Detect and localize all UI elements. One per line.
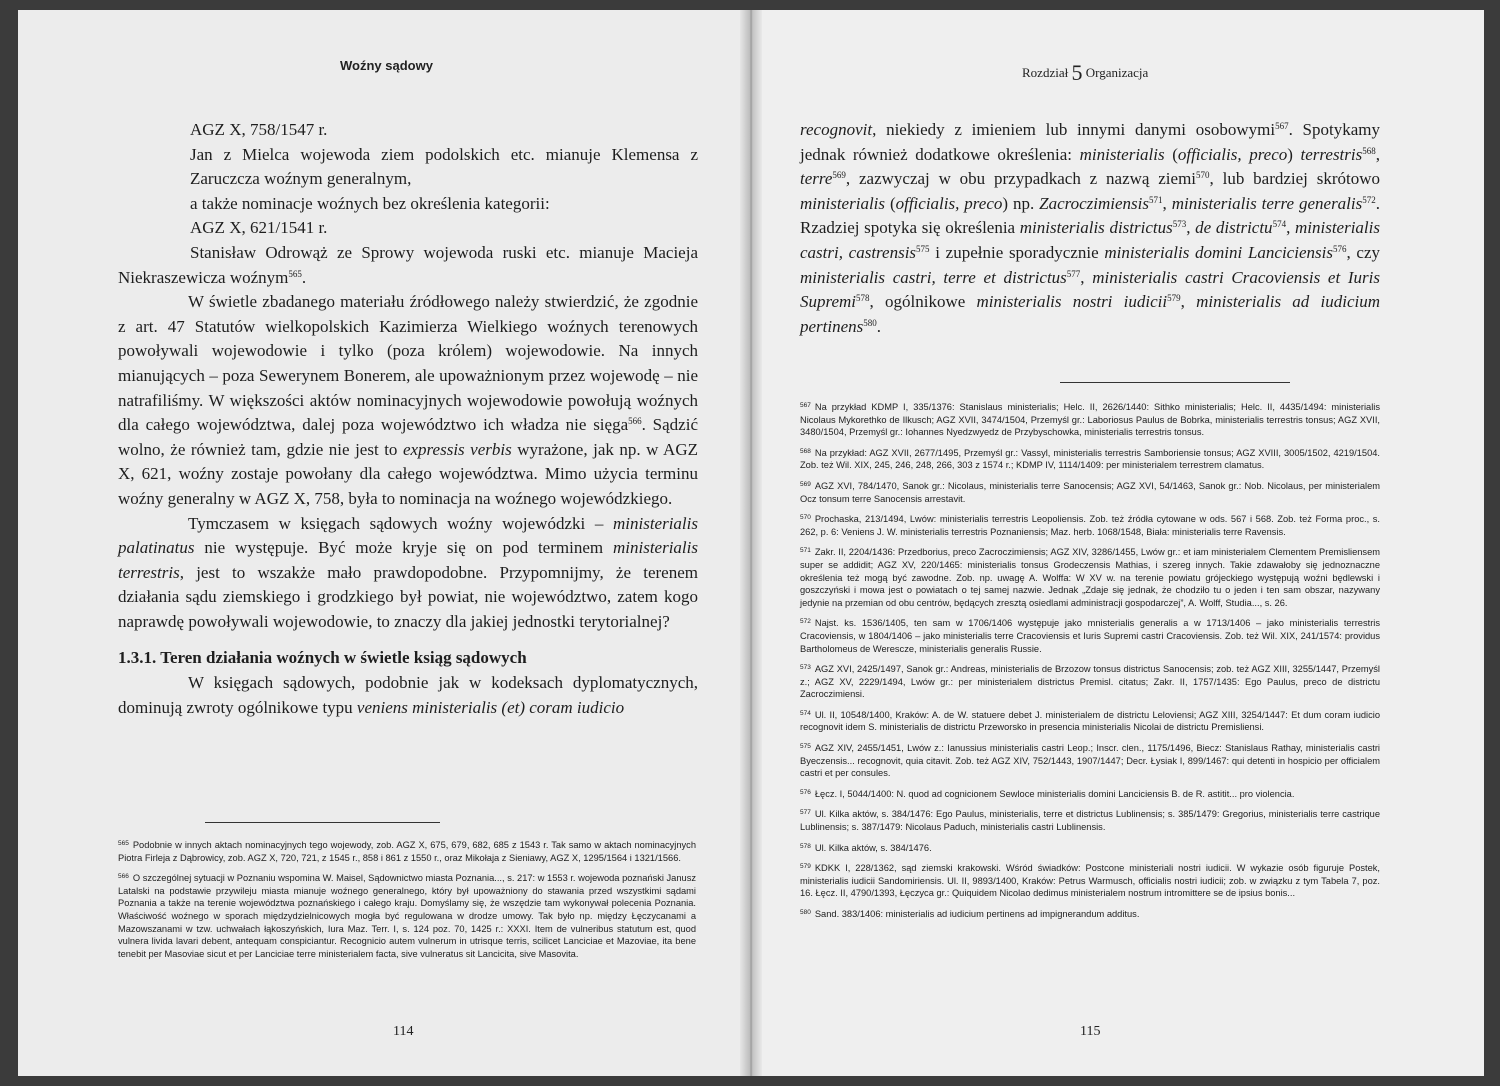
chapter-number: 5 [1071, 60, 1083, 85]
book-gutter [740, 10, 762, 1076]
footnote-ref: 566 [628, 416, 642, 427]
footnote: $^{572}$ Najst. ks. 1536/1405, ten sam w 1706/1406 występuje jako mnisterialis generalis a w 1713/1406 – jako ministerialis terrestris Cracoviensis, w 1804/1406 – jako ministerialis terre Cracoviensis et Iuris Supremi castri Cracoviensis. Zob. też Wil. XIX, 241/1574: providus Bartholomeus de Weresczе, ministerialis generalis Russie. [800, 618, 1380, 654]
source-ref: AGZ X, 621/1541 r. [190, 218, 328, 238]
intro-line: a także nominacje woźnych bez określenia kategorii: [190, 193, 550, 213]
paragraph: Tymczasem w księgach sądowych woźny wojewódzki – ministerialis palatinatus nie występuje. Być może kryje się on pod terminem ministerialis terrestris, jest to wszakże mało prawdopodobne. Przypomnijmy, że terenem działania sądu ziemskiego i grodzkiego był powiat, nie województwo, zatem kogo naprawdę powoływali wojewodowie, to znaczy dla jakiej jednostki terytorialnej? [118, 513, 698, 631]
footnote: $^{568}$ Na przykład: AGZ XVII, 2677/1495, Przemyśl gr.: Vassyl, ministerialis terrestris Samboriensie tonsus; AGZ XVIII, 3005/1502, 4219/1504. Zob. też Wil. XIX, 245, 246, 248, 266, 303 z 1574 r.; KDMP IV, 1114/1409: per ministerialem terrestrem clamatus. [800, 447, 1380, 471]
footnote-rule [1060, 382, 1290, 383]
running-head-left: Woźny sądowy [340, 58, 433, 73]
nomination-text: Stanisław Odrowąż ze Sprowy wojewoda ruski etc. mianuje Macieja Niekraszewicza woźnym$^{565}$. [118, 242, 698, 287]
chapter-label: Rozdział [1022, 65, 1069, 80]
running-head-right [1022, 60, 1148, 86]
page-number-left: 114 [393, 1024, 414, 1039]
chapter-title: Organizacja [1085, 65, 1149, 80]
left-footnotes [118, 838, 696, 967]
footnote: $^{566}$ O szczególnej sytuacji w Poznaniu wspomina W. Maisel, Sądownictwo miasta Poznania..., s. 217: w 1553 r. wojewoda poznański Janusz Latalski na podstawie przywileju miasta mianuje woźnego generalnego, który był upoważniony do stawania przed wszystkimi sądami Poznania a także na terenie województwa poznańskiego i całego kraju. Domyślamy się, że wszędzie tam wykonywał polecenia Poznania. Właściwość woźnego w sporach międzydzielnicowych mogła być regulowana w drodze umowy. Tak było np. między Łęczycanami a Mazowszanami w tzw. uchwałach łąkoszyńskich, Iura Maz. Terr. I, s. 124 poz. 70, 1425 r.: XXXI. Item de vulneribus statutum est, quod vulnera livida lavari debent, antequam conspiciantur. Recognicio autem vulnerum in utrisque terris, scilicet Lanciciae et Mazoviae, ita bene tenebit per Masoviae sicut et per Lanciciae terre ministerialem facta, sive vulneratus sit Lancicita, sive Masovita. [118, 873, 696, 959]
paragraph: recognovit, niekiedy z imieniem lub innymi danymi osobowymi$^{567}$. Spotykamy jednak również dodatkowe określenia: ministerialis (officialis, preco) terrestris$^{568}$, terre$^{569}$, zazwyczaj w obu przypadkach z nazwą ziemi$^{570}$, lub bardziej skrótowo ministerialis (officialis, preco) np. Zacroczimiensis$^{571}$, ministerialis terre generalis$^{572}$. Rzadziej spotyka się określenia ministerialis districtus$^{573}$, de districtu$^{574}$, ministerialis castri, castrensis$^{575}$ i zupełnie sporadycznie ministerialis domini Lanciciensis$^{576}$, czy ministerialis castri, terre et districtus$^{577}$, ministerialis castri Cracoviensis et Iuris Supremi$^{578}$, ogólnikowe ministerialis nostri iudicii$^{579}$, ministerialis ad iudicium pertinens$^{580}$. [800, 120, 1381, 336]
right-footnotes [800, 400, 1380, 928]
footnote: $^{569}$ AGZ XVI, 784/1470, Sanok gr.: Nicolaus, ministerialis terre Sanocensis; AGZ XVI, 54/1463, Sanok gr.: Nob. Nicolaus, per ministerialem Ocz tonsum terre Sanocensis arrestavit. [800, 480, 1380, 504]
paragraph: W świetle zbadanego materiału źródłowego należy stwierdzić, że zgodnie z art. 47 Statutów wielkopolskich Kazimierza Wielkiego woźnych terenowych powoływali wojewodowie i tylko (poza królem) wojewodowie. Na innych mianujących – poza Sewerynem Bonerem, ale upoważnionym przez wojewodę – nie natrafiliśmy. W większości aktów nominacyjnych wojewodowie powołują woźnych dla całego województwa, dalej poza województwo ich władza nie sięga$^{566}$. Sądzić wolno, że również tam, gdzie nie jest to expressis verbis wyrażone, jak np. w AGZ X, 621, woźny zostaje powołany dla całego województwa. Mimo użycia terminu woźny generalny w AGZ X, 758, była to nominacja na woźnego wojewódzkiego. [118, 292, 698, 508]
footnote: $^{580}$ Sand. 383/1406: ministerialis ad iudicium pertinens ad impignerandum additus. [800, 909, 1140, 919]
footnote: $^{576}$ Łęcz. I, 5044/1400: N. quod ad cognicionem Sewloce ministerialis domini Lanciciensis B. de R. astitit... pro violencia. [800, 788, 1295, 799]
footnote: $^{565}$ Podobnie w innych aktach nominacyjnych tego wojewody, zob. AGZ X, 675, 679, 682, 685 z 1543 r. Tak samo w aktach nominacyjnych Piotra Firleja z Dąbrowicy, zob. AGZ X, 720, 721, z 1545 r., 858 i 861 z 1550 r., oraz Mikołaja z Sieniawy, AGZ X, 1295/1564 i 1321/1566. [118, 840, 696, 863]
nomination-text: Jan z Mielca wojewoda ziem podolskich etc. mianuje Klemensa z Zaruczcza woźnym generalnym, [190, 144, 698, 189]
footnote: $^{571}$ Zakr. II, 2204/1436: Przedborius, preco Zacroczimiensis; AGZ XIV, 3286/1455, Lwów gr.: et iam ministerialem Clementem Premisliensem super se addidit; AGZ XV, 220/1465: ministerialis tonsus Grodeczensis Mathias, i szereg innych. Takie zdawałoby się jednoznaczne określenia też mogą być zawodne. Zob. np. uwagę A. Wolffa: W XV w. na terenie powiatu grójeckiego występują woźni będlewski i goszczyński i mowa jest o powiatach o tej samej nazwie. Jednak „Zdaje się jednak, że chodziło tu o jeden i ten sam obszar, nazywany jedynie na przemian od obu centrów, będących zresztą osiedlami administracji gospodarczej”, A. Wolff, Studia..., s. 26. [800, 547, 1380, 608]
page-number-right: 115 [1080, 1024, 1101, 1039]
footnote: $^{579}$ KDKK I, 228/1362, sąd ziemski krakowski. Wśród świadków: Postcone ministeriali nostri iudicii. W wykazie osób figuruje Postek, ministerialis iudicii Sandomiriensis. Ul. II, 9893/1400, Kraków: Petrus Warmusch, officialis nostri iudicii; zob. w związku z tym Tabela 7, poz. 16. Łęcz. II, 4790/1393, Łęczyca gr.: Quiquidem Nicolao dedimus ministerialem nostrum intromittere se de ipsius bonis... [800, 863, 1380, 899]
footnote: $^{567}$ Na przykład KDMP I, 335/1376: Stanislaus ministerialis; Helc. II, 2626/1440: Sithko ministerialis; Helc. II, 4435/1494: ministerialis Nicolaus Mykorethko de Ilkusch; AGZ XVII, 3474/1504, Przemyśl gr.: Laboriosus Paulus de Bobrka, ministerialis terrestris tonsus; AGZ XVII, 3480/1504, Przemyśl gr.: Iohannes Nyedzwyedz de Przybyschowka, ministerialis terrestris tonsus. [800, 402, 1380, 438]
right-body-text [800, 118, 1380, 339]
left-body-text [118, 118, 698, 720]
footnote: $^{574}$ Ul. II, 10548/1400, Kraków: A. de W. statuere debet J. ministerialem de districtu Leloviensi; AGZ XIII, 3254/1447: Et dum coram iudicio recognovit idem S. ministerialis de districtu Przeworsko in presencia ministerialis Nicolai de districtu Premisliensi. [800, 709, 1380, 733]
footnote: $^{570}$ Prochaska, 213/1494, Lwów: ministerialis terrestris Leopoliensis. Zob. też źródła cytowane w ods. 567 i 568. Zob. też Forma proc., s. 262, p. 6: Veniens J. W. ministerialis terrestris Poznaniensis; Maz. herb. 1068/1548, Biała: ministerialis terre Ravensis. [800, 514, 1380, 537]
footnote-rule [205, 822, 440, 823]
footnote-ref: 565 [288, 268, 302, 279]
paragraph: W księgach sądowych, podobnie jak w kodeksach dyplomatycznych, dominują zwroty ogólnikowe typu veniens ministerialis (et) coram iudicio [118, 673, 698, 717]
section-heading: 1.3.1. Teren działania woźnych w świetle ksiąg sądowych [118, 648, 527, 668]
footnote: $^{578}$ Ul. Kilka aktów, s. 384/1476. [800, 842, 932, 853]
footnote: $^{575}$ AGZ XIV, 2455/1451, Lwów z.: Ianussius ministerialis castri Leop.; Inscr. clen., 1175/1496, Biecz: Stanislaus Rathay, ministerialis castri Byeczensis... recognovit, quia citavit. Zob. też AGZ XIV, 752/1443, 1907/1447; Decr. Łysiak I, 899/1467: qui detenti in hospicio per officialem castri et per consules. [800, 743, 1380, 779]
footnote: $^{573}$ AGZ XVI, 2425/1497, Sanok gr.: Andreas, ministerialis de Brzozow tonsus districtus Sanocensis; zob. też AGZ XIII, 3255/1447, Przemyśl z.; AGZ XV, 2229/1494, Lwów gr.: per ministerialem districtus Premisl. citatus; Zakr. II, 1757/1435: Ego Paulus, preco de districtu Zacroczimiensi. [800, 664, 1380, 700]
footnote: $^{577}$ Ul. Kilka aktów, s. 384/1476: Ego Paulus, ministerialis, terre et districtus Lublinensis; s. 385/1479: Gregorius, ministerialis terre castrique Lublinensis; s. 387/1479: Nicolaus Paduch, ministerialis castri Lublinensis. [800, 809, 1380, 833]
source-ref: AGZ X, 758/1547 r. [190, 120, 328, 139]
